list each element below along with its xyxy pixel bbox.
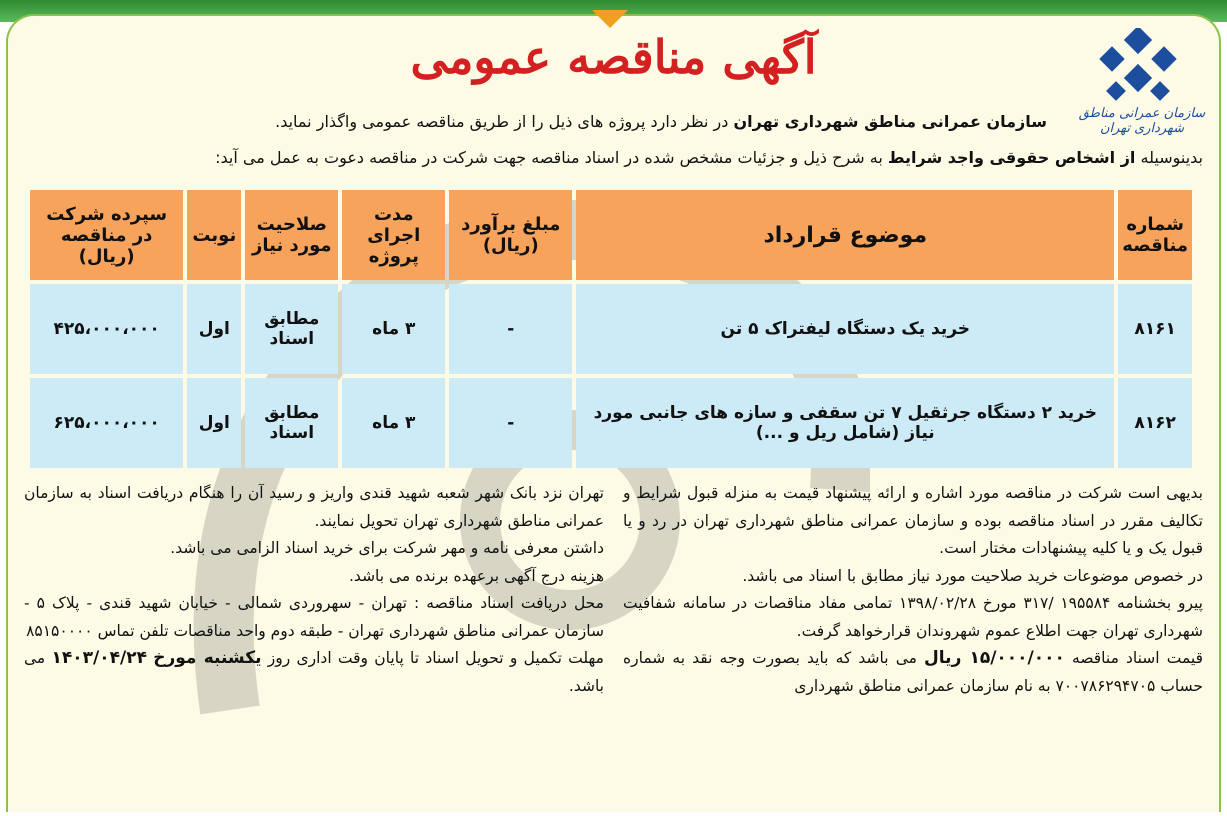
price-text-a: قیمت اسناد مناقصه (1064, 649, 1203, 667)
intro-line-1 (37, 112, 1047, 131)
header-turn: نوبت (187, 190, 241, 280)
cell-duration: ۳ ماه (342, 284, 445, 374)
cell-deposit: ۴۲۵،۰۰۰،۰۰۰ (30, 284, 183, 374)
cell-subject: خرید ۲ دستگاه جرثقیل ۷ تن سقفی و سازه های جانبی مورد نیاز (شامل ریل و ...) (576, 378, 1114, 468)
org-name: سازمان عمرانی مناطق شهرداری تهران (733, 112, 1047, 131)
table-row (30, 378, 1192, 468)
cell-turn: اول (187, 284, 241, 374)
intro-line-1-text: در نظر دارد پروژه های ذیل را از طریق مناقصه عمومی واگذار نماید. (275, 112, 734, 131)
deadline-text-a: مهلت تکمیل و تحویل اسناد تا پایان وقت اداری روز (261, 649, 604, 667)
deadline-date: ۱۴۰۳/۰۴/۲۴ (51, 648, 147, 668)
header-deposit: سپرده شرکت در مناقصه (ریال) (30, 190, 183, 280)
header-estimate: مبلغ برآورد (ریال) (449, 190, 572, 280)
cell-number: ۸۱۶۱ (1118, 284, 1192, 374)
right-paragraph-1: بدیهی است شرکت در مناقصه مورد اشاره و ارائه پیشنهاد قیمت به منزله قبول شرایط و تکالیف مقرر در اسناد مناقصه بوده و سازمان عمرانی مناطق شهرداری تهران در رد و یا قبول یک و یا کلیه پیشنهادات مختار است. (623, 484, 1203, 557)
left-paragraph-5 (24, 645, 604, 700)
cell-qualification: مطابق اسناد (245, 284, 338, 374)
document-price: ۱۵/۰۰۰/۰۰۰ ریال (924, 648, 1065, 668)
intro-line-2-bold: از اشخاص حقوقی واجد شرایط (887, 148, 1136, 167)
intro-line-2 (23, 148, 1203, 167)
intro-line-2-b: به شرح ذیل و جزئیات مشخص شده در اسناد مناقصه جهت شرکت در مناقصه دعوت به عمل می آید: (215, 148, 888, 167)
right-paragraph-2: در خصوص موضوعات خرید صلاحیت مورد نیاز مطابق با اسناد می باشد. (742, 566, 1203, 585)
cell-subject: خرید یک دستگاه لیفتراک ۵ تن (576, 284, 1114, 374)
cell-duration: ۳ ماه (342, 378, 445, 468)
header-duration: مدت اجرای پروژه (342, 190, 445, 280)
top-notch-marker (592, 10, 628, 28)
cell-estimate: - (449, 284, 572, 374)
page-title: آگهی مناقصه عمومی (410, 30, 817, 84)
cell-turn: اول (187, 378, 241, 468)
deadline-text-b: می باشد. (24, 649, 604, 695)
header-subject: موضوع قرارداد (576, 190, 1114, 280)
right-paragraph-4 (623, 645, 1203, 700)
cell-number: ۸۱۶۲ (1118, 378, 1192, 468)
deadline-day: یکشنبه مورخ (153, 648, 262, 668)
left-paragraph-4: محل دریافت اسناد مناقصه : تهران - سهروردی شمالی - خیابان شهید قندی - پلاک ۵ - سازمان عمرانی مناطق شهرداری تهران - طبقه دوم واحد مناقصات تلفن تماس ۸۵۱۵۰۰۰۰ (24, 594, 604, 640)
organization-logo-icon (1073, 28, 1203, 108)
table-row (30, 284, 1192, 374)
tender-table (26, 186, 1196, 472)
left-column-text (24, 480, 604, 700)
table-header-row (30, 190, 1192, 280)
cell-deposit: ۶۲۵،۰۰۰،۰۰۰ (30, 378, 183, 468)
right-column-text (623, 480, 1203, 700)
cell-estimate: - (449, 378, 572, 468)
intro-line-2-a: بدینوسیله (1135, 148, 1203, 167)
left-paragraph-1: تهران نزد بانک شهر شعبه شهید قندی واریز و رسید آن را هنگام دریافت اسناد به سازمان عمرانی مناطق شهرداری تهران تحویل نمایند. (24, 484, 604, 530)
left-paragraph-2: داشتن معرفی نامه و مهر شرکت برای خرید اسناد الزامی می باشد. (170, 539, 604, 557)
right-paragraph-3: پیرو بخشنامه ۱۹۵۵۸۴ /۳۱۷ مورخ ۱۳۹۸/۰۲/۲۸ تمامی مفاد مناقصات در سامانه شفافیت شهرداری تهران جهت اطلاع عموم شهروندان قرارخواهد گرفت. (623, 594, 1203, 640)
price-text-b: می باشد که باید بصورت وجه نقد به شماره حساب ۷۰۰۷۸۶۲۹۴۷۰۵ به نام سازمان عمرانی مناطق شهرداری (623, 649, 1203, 695)
left-paragraph-3: هزینه درج آگهی برعهده برنده می باشد. (349, 566, 604, 585)
cell-qualification: مطابق اسناد (245, 378, 338, 468)
header-number: شماره مناقصه (1118, 190, 1192, 280)
logo-caption: سازمان عمرانی مناطق شهرداری تهران (1078, 106, 1206, 136)
header-qualification: صلاحیت مورد نیاز (245, 190, 338, 280)
